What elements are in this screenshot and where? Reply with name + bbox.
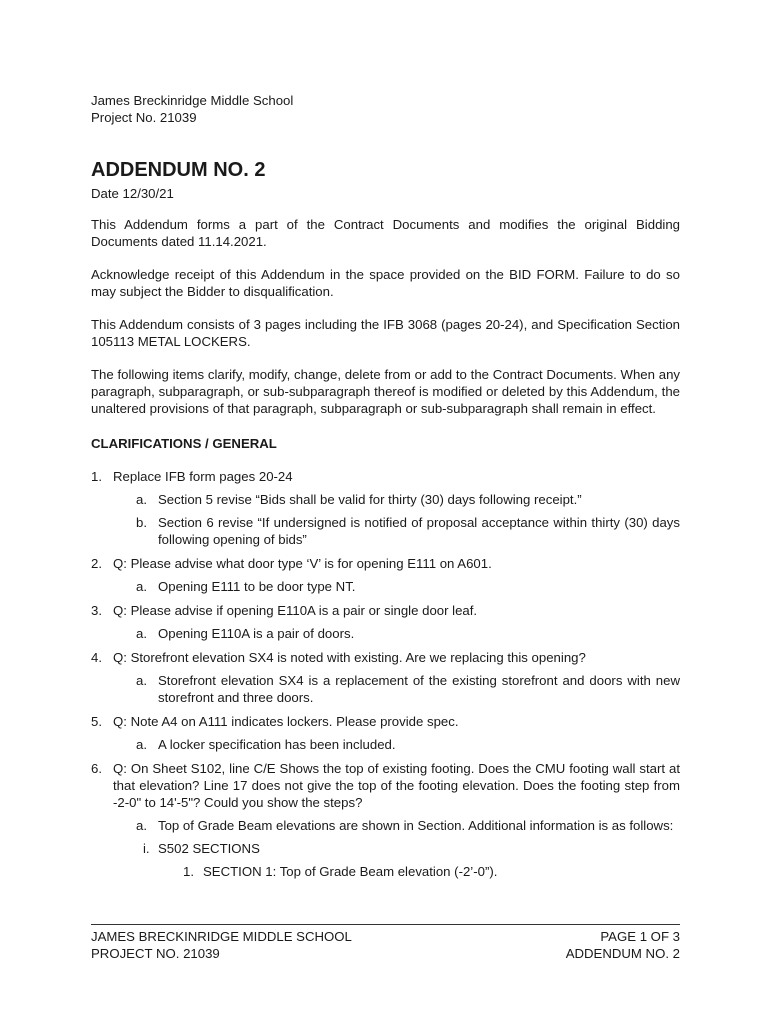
item-text: Q: Note A4 on A111 indicates lockers. Please provide spec. [113, 714, 459, 729]
footer-page-number: PAGE 1 OF 3 [600, 929, 680, 944]
roman-list [91, 840, 680, 857]
arabic-list [91, 863, 680, 880]
sub-letter: a. [136, 579, 147, 594]
sub-list [113, 736, 680, 753]
sub-text: Top of Grade Beam elevations are shown in Section. Additional information is as follows: [158, 818, 674, 833]
sub-letter: a. [136, 673, 147, 688]
sub-item [113, 625, 680, 642]
page-footer [91, 924, 680, 962]
arabic-text: SECTION 1: Top of Grade Beam elevation (-2’-0”). [203, 864, 498, 879]
sub-list [113, 672, 680, 706]
project-number: Project No. 21039 [91, 110, 197, 125]
sub-letter: a. [136, 492, 147, 507]
sub-item [113, 736, 680, 753]
addendum-title: ADDENDUM NO. 2 [91, 159, 266, 181]
sub-list [113, 578, 680, 595]
item-text: Q: On Sheet S102, line C/E Shows the top of existing footing. Does the CMU footing wall start at that elevation? Line 17 does not give the top of the footing elevation. Does the footing step from -2-0" to 14'-5"? Could you show the steps? [113, 761, 680, 810]
sub-letter: a. [136, 626, 147, 641]
sub-letter: a. [136, 737, 147, 752]
footer-project: PROJECT NO. 21039 [91, 946, 220, 961]
list-item [91, 468, 680, 548]
roman-number: i. [143, 841, 150, 856]
item-number: 1. [91, 469, 102, 484]
sub-text: Section 5 revise “Bids shall be valid for thirty (30) days following receipt.” [158, 492, 582, 507]
sub-item [113, 817, 680, 834]
item-text: Q: Storefront elevation SX4 is noted with existing. Are we replacing this opening? [113, 650, 586, 665]
sub-item [113, 491, 680, 508]
school-name: James Breckinridge Middle School [91, 93, 294, 108]
sub-text: A locker specification has been included. [158, 737, 396, 752]
item-number: 3. [91, 603, 102, 618]
paragraph-pages: This Addendum consists of 3 pages including the IFB 3068 (pages 20-24), and Specification Section 105113 METAL LOCKERS. [91, 317, 680, 349]
roman-item [91, 840, 680, 857]
sub-list [113, 817, 680, 834]
arabic-number: 1. [183, 864, 194, 879]
paragraph-provisions: The following items clarify, modify, change, delete from or add to the Contract Documents. When any paragraph, subparagraph, or sub-subparagraph thereof is modified or deleted by this Addendum, the unaltered provisions of that paragraph, subparagraph or sub-subparagraph shall remain in effect. [91, 367, 680, 416]
item-number: 5. [91, 714, 102, 729]
list-item [91, 649, 680, 706]
paragraph-acknowledge: Acknowledge receipt of this Addendum in the space provided on the BID FORM. Failure to do so may subject the Bidder to disqualification. [91, 267, 680, 299]
sub-text: Storefront elevation SX4 is a replacement of the existing storefront and doors with new storefront and three doors. [158, 673, 680, 705]
list-item [91, 555, 680, 595]
footer-school: JAMES BRECKINRIDGE MIDDLE SCHOOL [91, 929, 352, 944]
sub-list [113, 625, 680, 642]
sub-item [113, 578, 680, 595]
item-text: Q: Please advise if opening E110A is a pair or single door leaf. [113, 603, 478, 618]
sub-text: Opening E110A is a pair of doors. [158, 626, 355, 641]
list-item [91, 760, 680, 880]
arabic-item [91, 863, 680, 880]
sub-item [113, 514, 680, 548]
sub-text: Section 6 revise “If undersigned is notified of proposal acceptance within thirty (30) days following opening of bids” [158, 515, 680, 547]
footer-addendum: ADDENDUM NO. 2 [565, 946, 680, 961]
sub-item [113, 672, 680, 706]
clarification-list [91, 468, 680, 880]
sub-letter: a. [136, 818, 147, 833]
list-item [91, 713, 680, 753]
paragraph-intro: This Addendum forms a part of the Contract Documents and modifies the original Bidding Documents dated 11.14.2021. [91, 217, 680, 249]
item-number: 2. [91, 556, 102, 571]
list-item [91, 602, 680, 642]
item-number: 6. [91, 761, 102, 776]
document-body [91, 92, 680, 880]
sub-letter: b. [136, 515, 147, 530]
item-text: Q: Please advise what door type ‘V’ is for opening E111 on A601. [113, 556, 492, 571]
item-number: 4. [91, 650, 102, 665]
section-heading: CLARIFICATIONS / GENERAL [91, 436, 277, 451]
roman-text: S502 SECTIONS [158, 841, 260, 856]
addendum-date: Date 12/30/21 [91, 186, 174, 201]
item-text: Replace IFB form pages 20-24 [113, 469, 293, 484]
sub-text: Opening E111 to be door type NT. [158, 579, 356, 594]
sub-list [113, 491, 680, 548]
